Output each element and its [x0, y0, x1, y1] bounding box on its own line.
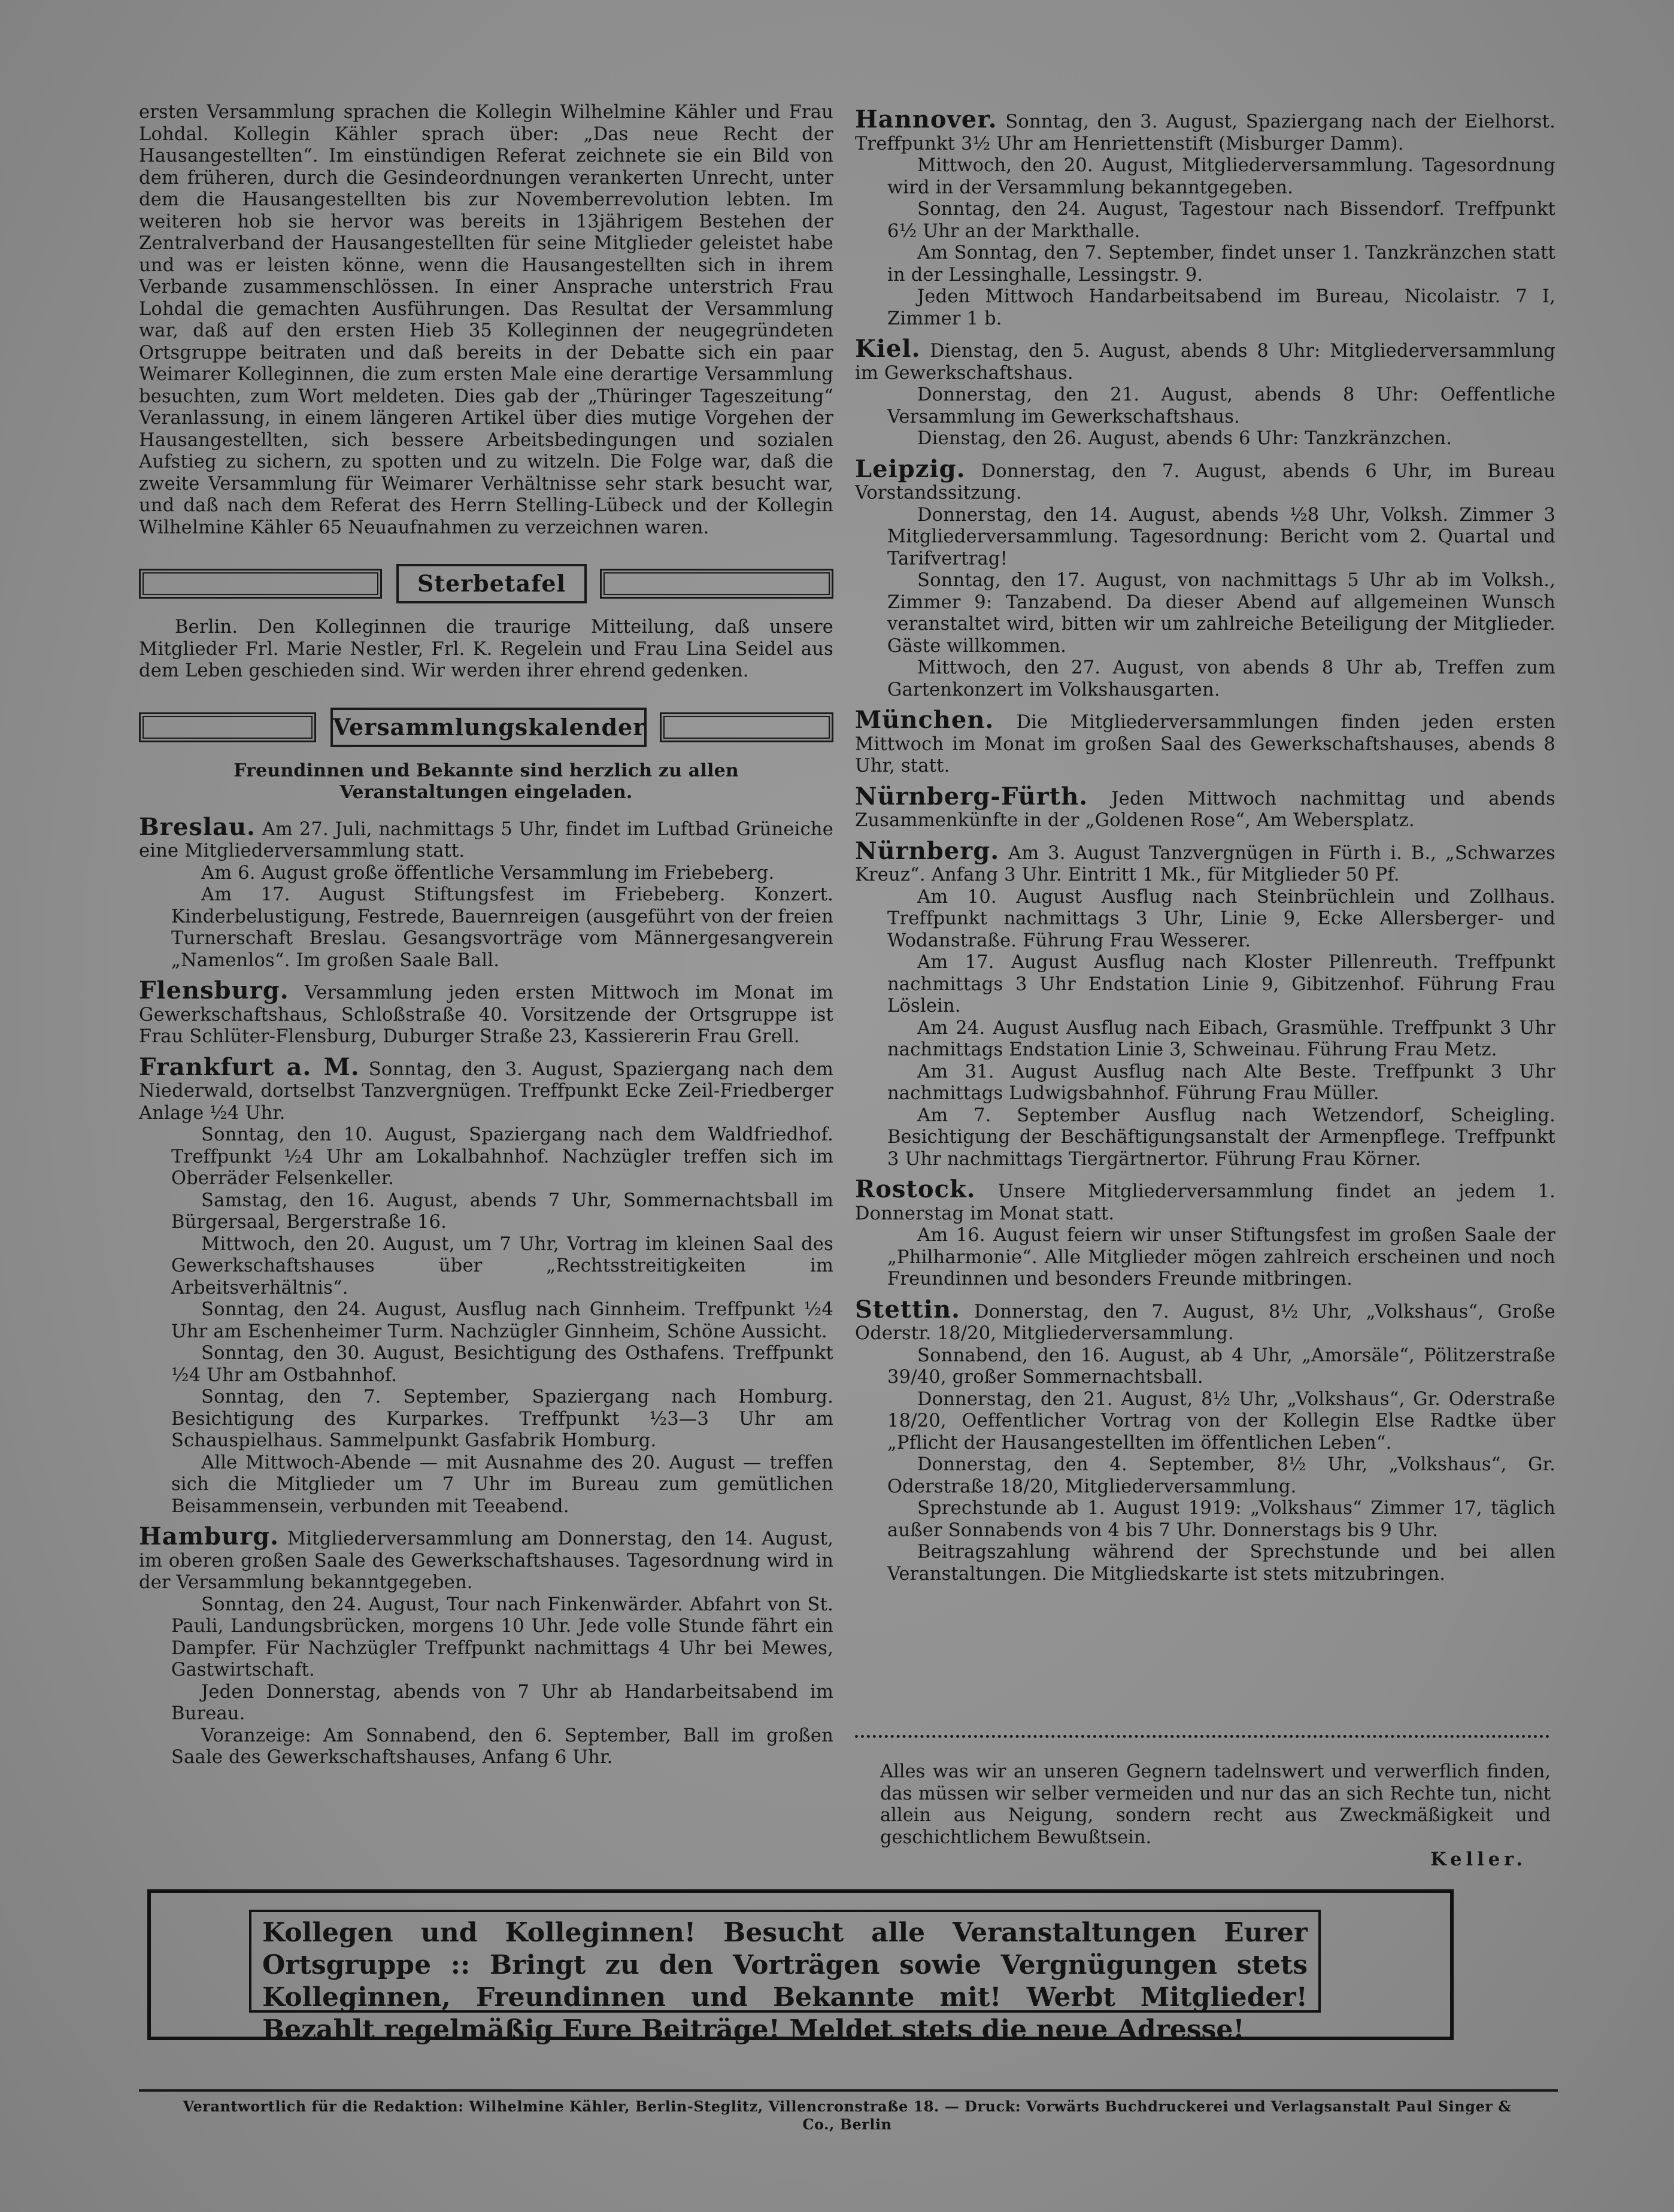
right-entries — [855, 105, 1555, 1585]
entry-line: Mittwoch, den 20. August, um 7 Uhr, Vortrag im kleinen Saal des Gewerkschaftshauses über „Rechtsstreitigkeiten im Arbeitsverhältnis“. — [171, 1233, 833, 1298]
city-name: Flensburg. — [139, 976, 289, 1005]
entry-line: Sonntag, den 30. August, Besichtigung des Osthafens. Treffpunkt ½4 Uhr am Ostbahnhof. — [171, 1343, 833, 1386]
city-name: Breslau. — [139, 812, 256, 841]
entry-text: Donnerstag, den 7. August, abends 6 Uhr, im Bureau Vorstandssitzung. — [855, 460, 1555, 503]
quote-author: Keller. — [1430, 1849, 1527, 1870]
entry-line: Am 24. August Ausflug nach Eibach, Grasmühle. Treffpunkt 3 Uhr nachmittags Endstation Linie 3, Schweinau. Führung Frau Metz. — [887, 1017, 1555, 1060]
entry-first-line — [139, 1052, 833, 1125]
city-name: Nürnberg-Fürth. — [855, 782, 1088, 811]
entry-line: Sonntag, den 24. August, Ausflug nach Ginnheim. Treffpunkt ½4 Uhr am Eschenheimer Turm. Nachzügler Ginnheim, Schöne Aussicht. — [171, 1299, 833, 1342]
entry-line: Mittwoch, den 20. August, Mitgliederversammlung. Tagesordnung wird in der Versammlung bekanntgegeben. — [887, 155, 1555, 198]
header-rule-left — [139, 712, 316, 742]
entry-line: Sonntag, den 10. August, Spaziergang nach dem Waldfriedhof. Treffpunkt ½4 Uhr am Lokalbahnhof. Nachzügler treffen sich im Oberräder Felsenkeller. — [171, 1124, 833, 1189]
city-name: Nürnberg. — [855, 836, 1000, 865]
entry-line: Am 17. August Stiftungsfest im Friebeberg. Konzert. Kinderbelustigung, Festrede, Bauernreigen (ausgeführt von der freien Turnerschaft Breslau. Gesangsvorträge vom Männergesangverein „Namenlos“. Im großen Saale Ball. — [171, 884, 833, 971]
entry-line: Voranzeige: Am Sonnabend, den 6. September, Ball im großen Saale des Gewerkschaftshauses, Anfang 6 Uhr. — [171, 1725, 833, 1768]
entry-text: Am 3. August Tanzvergnügen in Fürth i. B., „Schwarzes Kreuz“. Anfang 3 Uhr. Eintritt 1 Mk., für Mitglieder 50 Pf. — [855, 842, 1555, 885]
entry-line: Sonntag, den 24. August, Tour nach Finkenwärder. Abfahrt von St. Pauli, Landungsbrücken, morgens 10 Uhr. Jede volle Stunde fährt ein Dampfer. Für Nachzügler Treffpunkt nachmittags 4 Uhr bei Mewes, Gastwirtschaft. — [171, 1594, 833, 1680]
calendar-entry — [139, 976, 833, 1048]
city-name: Stettin. — [855, 1295, 960, 1324]
header-rule-left — [139, 569, 382, 599]
city-name: Frankfurt a. M. — [139, 1052, 360, 1081]
entry-line: Dienstag, den 26. August, abends 6 Uhr: Tanzkränzchen. — [917, 428, 1452, 449]
quote-block — [880, 1761, 1551, 1871]
invite-line: Freundinnen und Bekannte sind herzlich zu allen Veranstaltungen eingeladen. — [233, 760, 739, 803]
entry-text: Am 27. Juli, nachmittags 5 Uhr, findet im Luftbad Grüneiche eine Mitgliederversammlung statt. — [139, 818, 833, 861]
calendar-entry — [855, 782, 1555, 832]
entry-first-line — [855, 782, 1555, 832]
calendar-entry — [855, 454, 1555, 702]
entry-line: Jeden Mittwoch Handarbeitsabend im Bureau, Nicolaistr. 7 I, Zimmer 1 b. — [887, 286, 1555, 329]
city-name: Hannover. — [855, 105, 997, 133]
entry-first-line — [855, 335, 1555, 384]
entry-line: Am 6. August große öffentliche Versammlung im Friebeberg. — [201, 862, 775, 884]
entry-text: Versammlung jeden ersten Mittwoch im Monat im Gewerkschaftshaus, Schloßstraße 40. Vorsitzende der Ortsgruppe ist Frau Schlüter-Flensburg, Duburger Straße 23, Kassiererin Frau Grell. — [139, 982, 833, 1047]
entry-line: Am 16. August feiern wir unser Stiftungsfest im großen Saale der „Philharmonie“. Alle Mitglieder mögen zahlreich erscheinen und noch Freundinnen und besonders Freunde mitbringen. — [887, 1225, 1555, 1289]
entry-first-line — [855, 454, 1555, 505]
kalender-title: Versammlungskalender — [330, 708, 647, 747]
city-name: Leipzig. — [855, 454, 966, 483]
entry-line: Samstag, den 16. August, abends 7 Uhr, Sommernachtsball im Bürgersaal, Bergerstraße 16. — [171, 1190, 833, 1233]
header-rule-right — [600, 569, 833, 599]
kalender-header — [139, 708, 833, 746]
entry-line: Donnerstag, den 14. August, abends ½8 Uhr, Volksh. Zimmer 3 Mitgliederversammlung. Tagesordnung: Bericht vom 2. Quartal und Tarifvertrag! — [887, 504, 1555, 569]
entry-text: Sonntag, den 3. August, Spaziergang nach der Eielhorst. Treffpunkt 3½ Uhr am Henriettenstift (Misburger Damm). — [855, 111, 1555, 154]
calendar-entry — [855, 105, 1555, 330]
entry-line: Jeden Donnerstag, abends von 7 Uhr ab Handarbeitsabend im Bureau. — [171, 1681, 833, 1724]
entry-text: Die Mitgliederversammlungen finden jeden ersten Mittwoch im Monat im großen Saal des Gewerkschaftshauses, abends 8 Uhr, statt. — [855, 712, 1555, 776]
entry-line: Sprechstunde ab 1. August 1919: „Volkshaus“ Zimmer 17, täglich außer Sonnabends von 4 bis 7 Uhr. Donnerstags bis 9 Uhr. — [887, 1498, 1555, 1541]
entry-text: Dienstag, den 5. August, abends 8 Uhr: Mitgliederversammlung im Gewerkschaftshaus. — [855, 341, 1555, 384]
entry-line: Sonntag, den 17. August, von nachmittags 5 Uhr ab im Volksh., Zimmer 9: Tanzabend. Da dieser Abend auf allgemeinen Wunsch veranstaltet wird, bitten wir um zahlreiche Beteiligung der Mitglieder. Gäste willkommen. — [887, 570, 1555, 657]
entry-first-line — [139, 812, 833, 863]
calendar-entry — [855, 1175, 1555, 1291]
entry-line: Donnerstag, den 21. August, abends 8 Uhr: Oeffentliche Versammlung im Gewerkschaftshaus. — [887, 384, 1555, 427]
entry-line: Sonntag, den 7. September, Spaziergang nach Homburg. Besichtigung des Kurparkes. Treffpunkt ½3—3 Uhr am Schauspielhaus. Sammelpunkt Gasfabrik Homburg. — [171, 1386, 833, 1451]
entry-line: Mittwoch, den 27. August, von abends 8 Uhr ab, Treffen zum Gartenkonzert im Volkshausgarten. — [887, 657, 1555, 700]
entry-text: Sonntag, den 3. August, Spaziergang nach dem Niederwald, dortselbst Tanzvergnügen. Treffpunkt Ecke Zeil-Friedberger Anlage ½4 Uhr. — [139, 1058, 833, 1124]
calendar-entry — [855, 706, 1555, 778]
entry-line: Donnerstag, den 21. August, 8½ Uhr, „Volkshaus“, Gr. Oderstraße 18/20, Oeffentlicher Vortrag von der Kollegin Else Radtke über „Pflicht der Hausangestellten im öffentlichen Leben“. — [887, 1388, 1555, 1454]
banner-box: Kollegen und Kolleginnen! Besucht alle Veranstaltungen Eurer Ortsgruppe :: Bringt zu den Vorträgen sowie Vergnügungen stets Kolleginnen, Freundinnen und Bekannte mit! Werbt Mitglieder! Bezahlt regelmäßig Eure Beiträge! Meldet stets die neue Adresse! — [249, 1910, 1321, 2013]
entry-text: Donnerstag, den 7. August, 8½ Uhr, „Volkshaus“, Große Oderstr. 18/20, Mitgliederversammlung. — [855, 1301, 1555, 1344]
entry-line: Sonntag, den 24. August, Tagestour nach Bissendorf. Treffpunkt 6½ Uhr an der Markthalle. — [887, 199, 1555, 242]
entry-first-line — [855, 1295, 1555, 1345]
left-entries — [139, 812, 833, 1769]
entry-text: Mitgliederversammlung am Donnerstag, den 14. August, im oberen großen Saale des Gewerkschaftshauses. Tagesordnung wird in der Versammlung bekanntgegeben. — [139, 1528, 833, 1593]
header-rule-right — [660, 712, 833, 742]
calendar-entry — [855, 1295, 1555, 1586]
entry-text: Jeden Mittwoch nachmittag und abends Zusammenkünfte in der „Goldenen Rose“, Am Webersplatz. — [855, 788, 1555, 831]
footer-rule — [139, 2089, 1558, 2092]
entry-first-line — [139, 1522, 833, 1594]
entry-line: Beitragszahlung während der Sprechstunde und bei allen Veranstaltungen. Die Mitgliedskarte ist stets mitzubringen. — [887, 1542, 1555, 1585]
sterbetafel-text: Berlin. Den Kolleginnen die traurige Mitteilung, daß unsere Mitglieder Frl. Marie Nestler, Frl. K. Regelein und Frau Lina Seidel aus dem Leben geschieden sind. Wir werden ihrer ehrend gedenken. — [139, 617, 833, 681]
entry-text: Unsere Mitgliederversammlung findet an jedem 1. Donnerstag im Monat statt. — [855, 1181, 1555, 1224]
city-name: Rostock. — [855, 1175, 976, 1203]
entry-line: Am 7. September Ausflug nach Wetzendorf, Scheigling. Besichtigung der Beschäftigungsanstalt der Armenpflege. Treffpunkt 3 Uhr nachmittags Tiergärtnertor. Führung Frau Körner. — [887, 1105, 1555, 1170]
calendar-entry — [855, 335, 1555, 450]
calendar-entry — [139, 1522, 833, 1769]
entry-first-line — [855, 1175, 1555, 1225]
calendar-entry — [855, 836, 1555, 1171]
city-name: Hamburg. — [139, 1522, 280, 1550]
quote-text: Alles was wir an unseren Gegnern tadelnswert und verwerflich finden, das müssen wir selber vermeiden und nur das an sich Rechte tun, nicht allein aus Neigung, sondern recht aus Zweckmäßigkeit und geschichtlichem Bewußtsein. — [880, 1761, 1551, 1848]
entry-line: Am 10. August Ausflug nach Steinbrüchlein und Zollhaus. Treffpunkt nachmittags 3 Uhr, Linie 9, Ecke Allersberger- und Wodanstraße. Führung Frau Wesserer. — [887, 886, 1555, 951]
entry-line: Am Sonntag, den 7. September, findet unser 1. Tanzkränzchen statt in der Lessinghalle, Lessingstr. 9. — [887, 242, 1555, 286]
entry-first-line — [855, 105, 1555, 155]
sterbetafel-header — [139, 564, 833, 602]
entry-line: Am 17. August Ausflug nach Kloster Pillenreuth. Treffpunkt nachmittags 3 Uhr Endstation Linie 9, Gibitzenhof. Führung Frau Löslein. — [887, 952, 1555, 1017]
entry-first-line — [855, 836, 1555, 887]
dotted-separator — [855, 1735, 1549, 1738]
entry-first-line — [139, 976, 833, 1048]
entry-first-line — [855, 706, 1555, 778]
right-column — [855, 105, 1555, 1594]
intro-paragraph: ersten Versammlung sprachen die Kollegin Wilhelmine Kähler und Frau Lohdal. Kollegin Kähler sprach über: „Das neue Recht der Hausangestellten“. Im einstündigen Referat zeichnete sie ein Bild von dem früheren, durch die Gesindeordnungen verankerten Unrecht, unter dem die Hausangestellten bis zur Novemberrevolution lebten. Im weiteren hob sie hervor was bereits in 13jährigem Bestehen der Zentralverband der Hausangestellten für seine Mitglieder geleistet habe und was er leisten könne, wenn die Hausangestellten sich in ihrem Verbande zusammenschlössen. In einer Ansprache unterstrich Frau Lohdal die gemachten Ausführungen. Das Resultat der Versammlung war, daß auf den ersten Hieb 35 Kolleginnen der neugegründeten Ortsgruppe beitraten und daß bereits in der Debatte sich ein paar Weimarer Kolleginnen, die zum ersten Male eine derartige Versammlung besuchten, zum Wort meldeten. Dies gab der „Thüringer Tageszeitung“ Veranlassung, in einem längeren Artikel über dies mutige Vorgehen der Hausangestellten, sich bessere Arbeitsbedingungen und sozialen Aufstieg zu sichern, zu spotten und zu witzeln. Die Folge war, daß die zweite Versammlung für Weimarer Verhältnisse sehr stark besucht war, und daß nach dem Referat des Herrn Stelling-Lübeck und der Kollegin Wilhelmine Kähler 65 Neuaufnahmen zu verzeichnen waren. — [139, 102, 833, 538]
imprint-footer: Verantwortlich für die Redaktion: Wilhelmine Kähler, Berlin-Steglitz, Villencronstraße 18. — Druck: Vorwärts Buchdruckerei und Verlagsanstalt Paul Singer & Co., Berlin — [183, 2098, 1512, 2133]
sterbetafel-title: Sterbetafel — [396, 564, 587, 603]
entry-line: Am 31. August Ausflug nach Alte Beste. Treffpunkt 3 Uhr nachmittags Ludwigsbahnhof. Führung Frau Müller. — [887, 1061, 1555, 1104]
banner-outer-frame — [147, 1889, 1454, 2045]
left-column — [139, 102, 833, 1777]
entry-line: Donnerstag, den 4. September, 8½ Uhr, „Volkshaus“, Gr. Oderstraße 18/20, Mitgliederversammlung. — [887, 1454, 1555, 1497]
calendar-entry — [139, 812, 833, 972]
entry-line: Sonnabend, den 16. August, ab 4 Uhr, „Amorsäle“, Pölitzerstraße 39/40, großer Sommernachtsball. — [887, 1345, 1555, 1388]
city-name: München. — [855, 706, 994, 734]
entry-line: Alle Mittwoch-Abende — mit Ausnahme des 20. August — treffen sich die Mitglieder um 7 Uhr im Bureau zum gemütlichen Beisammensein, verbunden mit Teeabend. — [171, 1452, 833, 1517]
calendar-entry — [139, 1052, 833, 1518]
city-name: Kiel. — [855, 335, 921, 363]
